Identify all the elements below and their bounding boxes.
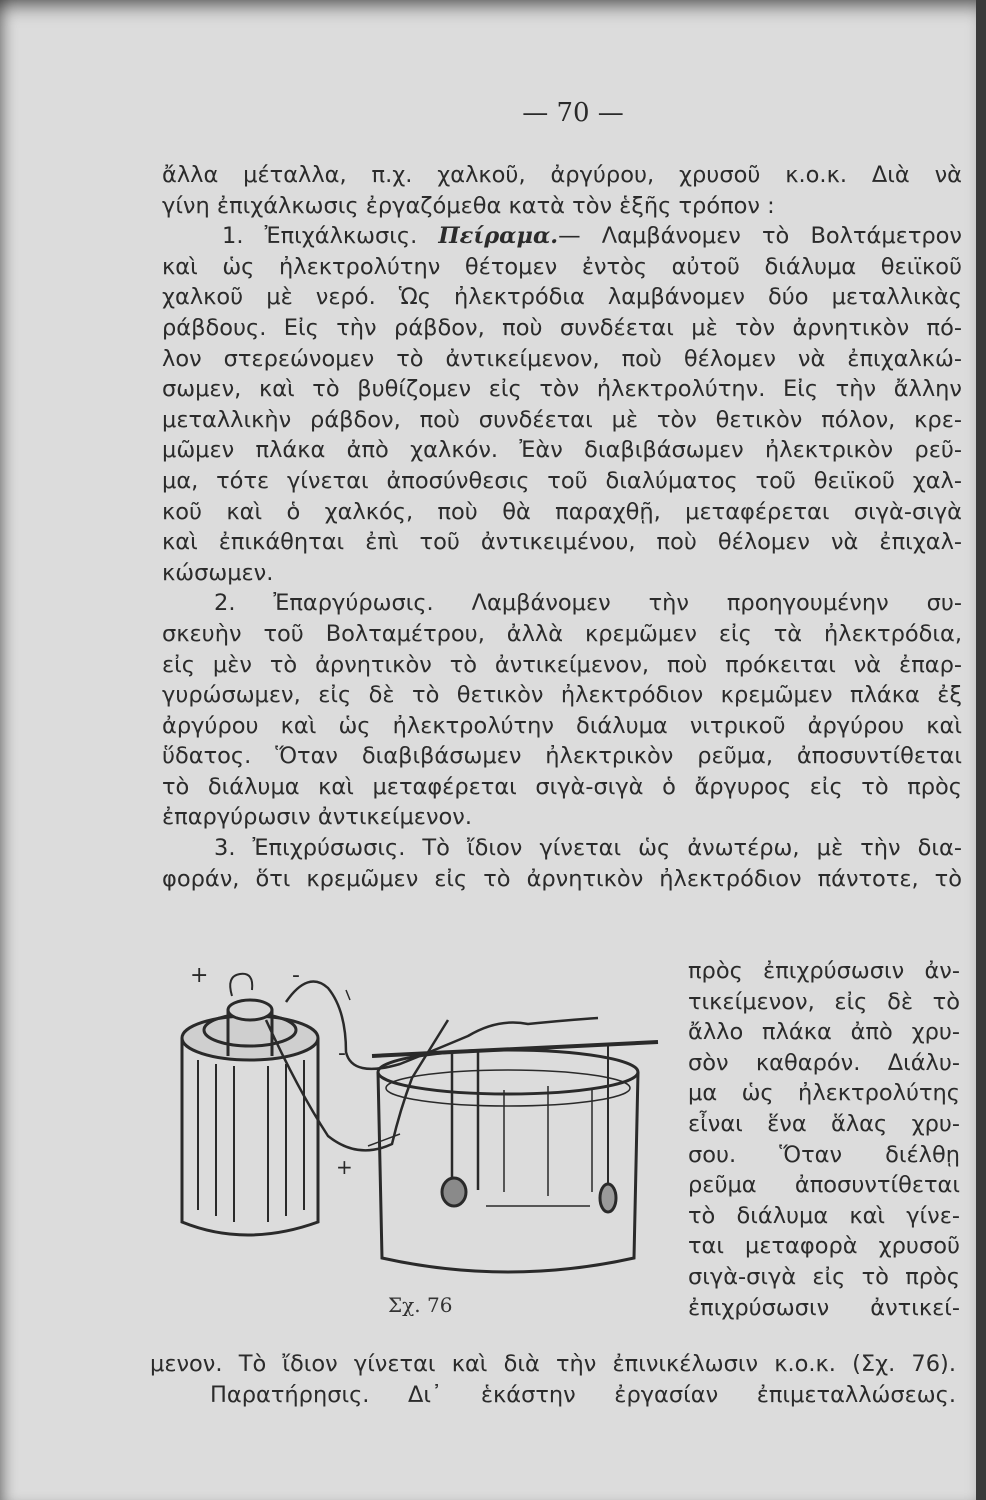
text-line: πρὸς ἐπιχρύσωσιν ἀν-: [688, 958, 960, 984]
section-heading-3: 3. Ἐπιχρύσωσις. Τὸ ἴδιον γίνεται ὡς ἀνωτέρω, μὲ τὴν δια-: [214, 835, 962, 862]
text-line: κοῦ καὶ ὁ χαλκός, ποὺ θὰ παραχθῇ, μεταφέρεται σιγὰ-σιγὰ: [162, 498, 962, 525]
page-number: — 70 —: [522, 98, 624, 128]
section-heading-2: 2. Ἐπαργύρωσις. Λαμβάνομεν τὴν προηγουμένην συ-: [214, 590, 962, 617]
text-line: μῶμεν πλάκα ἀπὸ χαλκόν. Ἐὰν διαβιβάσωμεν ἠλεκτρικὸν ρεῦ-: [162, 437, 962, 464]
section-heading-1: [162, 221, 962, 252]
experiment-label: Πείραμα.: [438, 223, 559, 250]
text-line: ἐπιχρύσωσιν ἀντικεί-: [688, 1294, 960, 1321]
text-line: σιγὰ-σιγὰ εἰς τὸ πρὸς: [688, 1263, 960, 1290]
text-line: ράβδους. Εἰς τὴν ράβδον, ποὺ συνδέεται μὲ τὸν ἀρνητικὸν πό-: [162, 314, 962, 341]
text-line: σου. Ὅταν διέλθῃ: [688, 1141, 960, 1168]
text-line: μα, τότε γίνεται ἀποσύνθεσις τοῦ διαλύματος τοῦ θειϊκοῦ χαλ-: [162, 467, 962, 494]
body-text: [162, 160, 962, 894]
text-line: φοράν, ὅτι κρεμῶμεν εἰς τὸ ἀρνητικὸν ἠλεκτρόδιον πάντοτε, τὸ: [162, 865, 962, 892]
figure-76-voltameter: [168, 960, 678, 1280]
text-line: γίνη ἐπιχάλκωσις ἐργαζόμεθα κατὰ τὸν ἑξῆς τρόπον :: [162, 192, 775, 219]
text-line: ἀργύρου καὶ ὡς ἠλεκτρολύτην διάλυμα νιτρικοῦ ἀργύρου καὶ: [162, 712, 962, 739]
text-line: ρεῦμα ἀποσυντίθεται: [688, 1172, 960, 1199]
section-label: 1. Ἐπιχάλκωσις.: [222, 223, 418, 250]
text-line: τικείμενον, εἰς δὲ τὸ: [688, 988, 960, 1015]
text-line: μενον. Τὸ ἴδιον γίνεται καὶ διὰ τὴν ἐπινικέλωσιν κ.ο.κ. (Σχ. 76).: [150, 1351, 956, 1377]
text-line: σκευὴν τοῦ Βολταμέτρου, ἀλλὰ κρεμῶμεν εἰς τὰ ἠλεκτρόδια,: [162, 620, 962, 647]
text-line: ὕδατος. Ὅταν διαβιβάσωμεν ἠλεκτρικὸν ρεῦμα, ἀποσυντίθεται: [162, 743, 962, 770]
figure-caption: Σχ. 76: [388, 1293, 453, 1317]
scan-right-edge: [976, 0, 986, 1500]
text-line: καὶ ἐπικάθηται ἐπὶ τοῦ ἀντικειμένου, ποὺ θέλομεν νὰ ἐπιχαλ-: [162, 529, 962, 556]
text-line: ἄλλο πλάκα ἀπὸ χρυ-: [688, 1019, 960, 1046]
text-line: γυρώσωμεν, εἰς δὲ τὸ θετικὸν ἠλεκτρόδιον κρεμῶμεν πλάκα ἐξ: [162, 682, 962, 709]
text-line: μεταλλικὴν ράβδον, ποὺ συνδέεται μὲ τὸν θετικὸν πόλον, κρε-: [162, 406, 962, 433]
terminal-minus-side: -: [338, 1041, 346, 1066]
terminal-plus-bottom: +: [336, 1155, 353, 1179]
terminal-minus-top: -: [292, 963, 300, 988]
text-line: σὸν καθαρόν. Διάλυ-: [688, 1049, 960, 1076]
text-line: ἐπαργύρωσιν ἀντικείμενον.: [162, 804, 473, 831]
body-text-beside-figure: [688, 956, 960, 1323]
text-line: σωμεν, καὶ τὸ βυθίζομεν εἰς τὸν ἠλεκτρολύτην. Εἰς τὴν ἄλλην: [162, 376, 962, 403]
terminal-plus-top: +: [190, 963, 209, 988]
text-line: λον στερεώνομεν τὸ ἀντικείμενον, ποὺ θέλομεν νὰ ἐπιχαλκώ-: [162, 345, 962, 372]
section-text: — Λαμβάνομεν τὸ Βολτάμετρον: [558, 223, 962, 250]
note-heading: Παρατήρησις. Δι᾿ ἑκάστην ἐργασίαν ἐπιμεταλλώσεως.: [210, 1381, 956, 1408]
text-line: τὸ διάλυμα καὶ γίνε-: [688, 1202, 960, 1229]
text-line: καὶ ὡς ἠλεκτρολύτην θέτομεν ἐντὸς αὐτοῦ διάλυμα θειϊκοῦ: [162, 253, 962, 280]
body-text-after-figure: [150, 1349, 956, 1410]
text-line: μα ὡς ἠλεκτρολύτης: [688, 1080, 960, 1107]
voltameter-illustration: [168, 960, 678, 1280]
text-line: κώσωμεν.: [162, 559, 274, 586]
text-line: ται μεταφορὰ χρυσοῦ: [688, 1233, 960, 1260]
text-line: ἄλλα μέταλλα, π.χ. χαλκοῦ, ἀργύρου, χρυσοῦ κ.ο.κ. Διὰ νὰ: [162, 162, 962, 188]
text-line: χαλκοῦ μὲ νερό. Ὡς ἠλεκτρόδια λαμβάνομεν δύο μεταλλικὰς: [162, 284, 962, 311]
text-line: εἰς μὲν τὸ ἀρνητικὸν τὸ ἀντικείμενον, ποὺ πρόκειται νὰ ἐπαρ-: [162, 651, 962, 678]
text-line: τὸ διάλυμα καὶ μεταφέρεται σιγὰ-σιγὰ ὁ ἄργυρος εἰς τὸ πρὸς: [162, 773, 962, 800]
text-line: εἶναι ἕνα ἅλας χρυ-: [688, 1110, 960, 1137]
